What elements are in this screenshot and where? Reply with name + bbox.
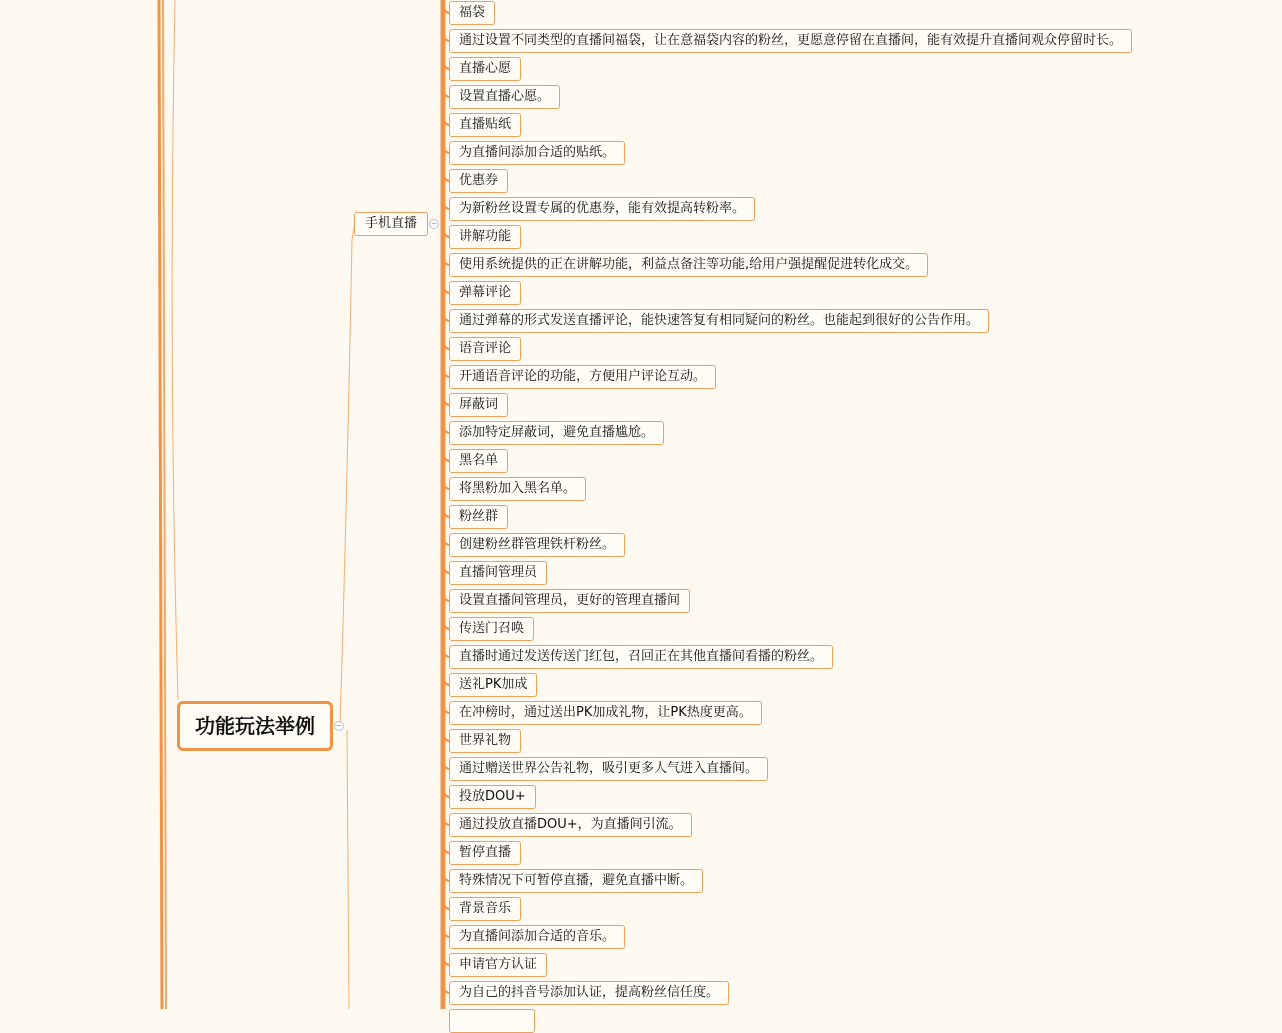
- feature-node[interactable]: 直播贴纸: [449, 113, 521, 137]
- feature-node[interactable]: 屏蔽词: [449, 393, 508, 417]
- feature-description-node[interactable]: 在冲榜时，通过送出PK加成礼物，让PK热度更高。: [449, 701, 762, 725]
- feature-node[interactable]: 背景音乐: [449, 897, 521, 921]
- feature-node[interactable]: 传送门召唤: [449, 617, 534, 641]
- feature-description-node[interactable]: 将黑粉加入黑名单。: [449, 477, 586, 501]
- collapse-toggle-icon[interactable]: −: [335, 721, 343, 730]
- feature-node[interactable]: 世界礼物: [449, 729, 521, 753]
- feature-description-node[interactable]: 通过弹幕的形式发送直播评论，能快速答复有相同疑问的粉丝。也能起到很好的公告作用。: [449, 309, 989, 333]
- feature-node[interactable]: 送礼PK加成: [449, 673, 537, 697]
- branch-node-mobile-live[interactable]: 手机直播: [354, 212, 428, 236]
- feature-description-node[interactable]: 设置直播心愿。: [449, 85, 560, 109]
- feature-description-node[interactable]: 添加特定屏蔽词，避免直播尴尬。: [449, 421, 664, 445]
- feature-description-node[interactable]: 通过投放直播DOU+，为直播间引流。: [449, 813, 692, 837]
- feature-description-node[interactable]: 为直播间添加合适的贴纸。: [449, 141, 625, 165]
- feature-description-node[interactable]: 通过赠送世界公告礼物，吸引更多人气进入直播间。: [449, 757, 768, 781]
- feature-description-node[interactable]: 开通语音评论的功能，方便用户评论互动。: [449, 365, 716, 389]
- feature-description-node[interactable]: 设置直播间管理员，更好的管理直播间: [449, 589, 690, 613]
- feature-node[interactable]: 投放DOU+: [449, 785, 536, 809]
- feature-description-node[interactable]: 为自己的抖音号添加认证，提高粉丝信任度。: [449, 981, 729, 1005]
- feature-node[interactable]: 直播间管理员: [449, 561, 547, 585]
- feature-node[interactable]: 粉丝群: [449, 505, 508, 529]
- collapse-toggle-icon[interactable]: −: [430, 219, 438, 228]
- feature-node[interactable]: 福袋: [449, 1, 495, 25]
- feature-node[interactable]: 优惠券: [449, 169, 508, 193]
- feature-node[interactable]: 语音评论: [449, 337, 521, 361]
- feature-description-node[interactable]: 为新粉丝设置专属的优惠券，能有效提高转粉率。: [449, 197, 755, 221]
- feature-node[interactable]: 暂停直播: [449, 841, 521, 865]
- feature-description-node[interactable]: 通过设置不同类型的直播间福袋，让在意福袋内容的粉丝，更愿意停留在直播间，能有效提升直播间观众停留时长。: [449, 29, 1132, 53]
- feature-description-node[interactable]: 创建粉丝群管理铁杆粉丝。: [449, 533, 625, 557]
- feature-node[interactable]: 黑名单: [449, 449, 508, 473]
- feature-description-node[interactable]: 为直播间添加合适的音乐。: [449, 925, 625, 949]
- feature-description-node[interactable]: 直播时通过发送传送门红包，召回正在其他直播间看播的粉丝。: [449, 645, 833, 669]
- feature-description-node[interactable]: 特殊情况下可暂停直播，避免直播中断。: [449, 869, 703, 893]
- feature-description-node[interactable]: 使用系统提供的正在讲解功能，利益点备注等功能,给用户强提醒促进转化成交。: [449, 253, 928, 277]
- feature-node[interactable]: 申请官方认证: [449, 953, 547, 977]
- feature-node[interactable]: 讲解功能: [449, 225, 521, 249]
- feature-node[interactable]: 弹幕评论: [449, 281, 521, 305]
- feature-node-partial[interactable]: [449, 1009, 535, 1033]
- root-node[interactable]: 功能玩法举例: [177, 701, 333, 751]
- feature-node[interactable]: 直播心愿: [449, 57, 521, 81]
